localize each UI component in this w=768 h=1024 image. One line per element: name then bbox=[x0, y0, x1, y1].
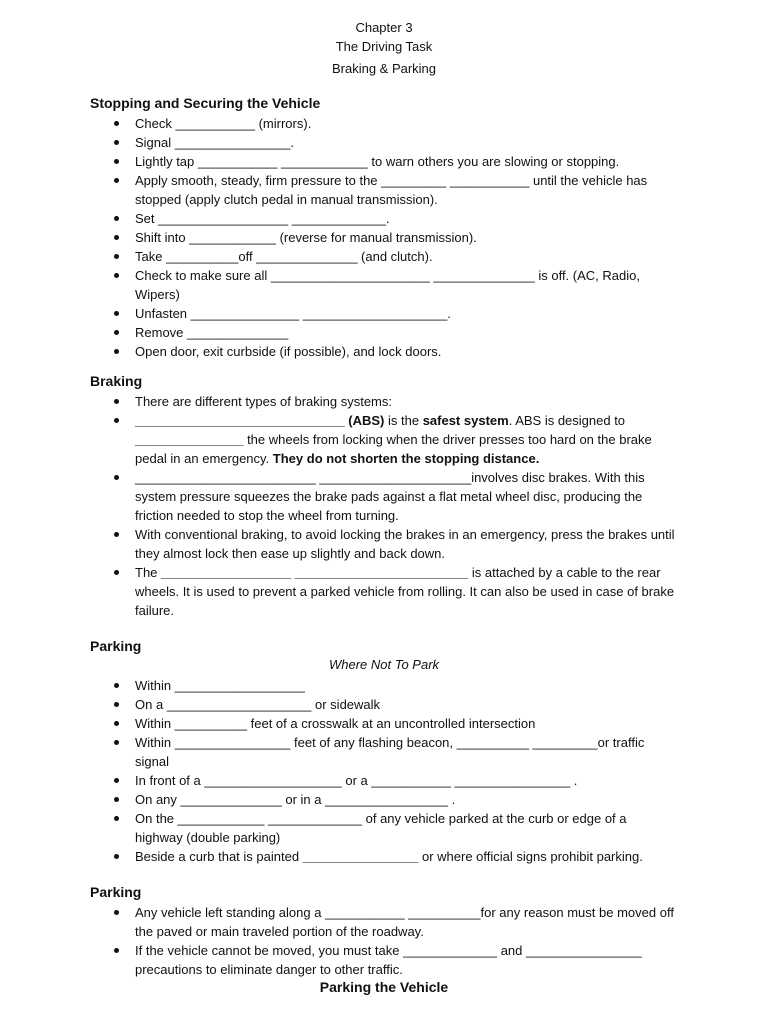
list-item: If the vehicle cannot be moved, you must take _____________ and ________________ precautions to eliminate danger to other traffic. bbox=[0, 941, 768, 979]
list-item: Take __________off ______________ (and clutch). bbox=[0, 247, 768, 266]
list-item: Check ___________ (mirrors). bbox=[0, 114, 768, 133]
abs-label: (ABS) bbox=[344, 413, 385, 428]
list-item: Any vehicle left standing along a ___________ __________for any reason must be moved off the paved or main traveled portion of the roadway. bbox=[0, 903, 768, 941]
abs-text-3: the wheels from locking when the driver presses too hard on the brake pedal in an emergency. bbox=[135, 432, 652, 466]
page-title: The Driving Task bbox=[335, 39, 433, 54]
list-item: Signal ________________. bbox=[0, 133, 768, 152]
curb-text-2: or where official signs prohibit parking. bbox=[418, 849, 643, 864]
list-item: Remove ______________ bbox=[0, 323, 768, 342]
abs-blank-2: _______________ bbox=[135, 432, 244, 447]
where-not-to-park: Where Not To Park bbox=[328, 657, 440, 672]
list-item: Unfasten _______________ ____________________. bbox=[0, 304, 768, 323]
list-item: Open door, exit curbside (if possible), and lock doors. bbox=[0, 342, 768, 361]
pb-blank: __________________ ________________________ bbox=[161, 565, 469, 580]
section-heading-parking-2: Parking bbox=[90, 884, 142, 900]
section-heading-stopping: Stopping and Securing the Vehicle bbox=[90, 95, 321, 111]
abs-bold-note: They do not shorten the stopping distance. bbox=[272, 451, 540, 466]
list-item-curb bbox=[0, 847, 768, 866]
list-item: With conventional braking, to avoid locking the brakes in an emergency, press the brakes until they almost lock then ease up slightly and back down. bbox=[0, 525, 768, 563]
pb-text-2: is attached by a cable to the rear wheels. It is used to prevent a parked vehicle from rolling. It can also be used in case of brake failure. bbox=[135, 565, 675, 618]
list-item: On a ____________________ or sidewalk bbox=[0, 695, 768, 714]
list-item: _________________________ _____________________involves disc brakes. With this system pressure squeezes the brake pads against a flat metal wheel disc, producing the friction needed to stop the wheel from turning. bbox=[0, 468, 768, 525]
list-item: Lightly tap ___________ ____________ to warn others you are slowing or stopping. bbox=[0, 152, 768, 171]
abs-text-1: is the bbox=[384, 413, 423, 428]
list-item: Check to make sure all ______________________ ______________ is off. (AC, Radio, Wipers) bbox=[0, 266, 768, 304]
list-item: Within ________________ feet of any flashing beacon, __________ _________or traffic signal bbox=[0, 733, 768, 771]
list-item: Apply smooth, steady, firm pressure to the _________ ___________ until the vehicle has stopped (apply clutch pedal in manual transmission). bbox=[0, 171, 768, 209]
curb-blank: ________________ bbox=[302, 849, 419, 864]
list-item: Shift into ____________ (reverse for manual transmission). bbox=[0, 228, 768, 247]
parking-the-vehicle-heading: Parking the Vehicle bbox=[319, 979, 449, 995]
abs-text-2: . ABS is designed to bbox=[508, 413, 626, 428]
list-item: On any ______________ or in a _________________ . bbox=[0, 790, 768, 809]
list-item: In front of a ___________________ or a ___________ ________________ . bbox=[0, 771, 768, 790]
list-item: Within __________________ bbox=[0, 676, 768, 695]
safest-system: safest system bbox=[422, 413, 509, 428]
section-heading-braking: Braking bbox=[90, 373, 143, 389]
page-subtitle: Braking & Parking bbox=[331, 61, 437, 76]
list-item: Within __________ feet of a crosswalk at an uncontrolled intersection bbox=[0, 714, 768, 733]
abs-blank: _____________________________ bbox=[135, 413, 345, 428]
chapter-label: Chapter 3 bbox=[355, 20, 413, 35]
braking-list bbox=[0, 392, 768, 620]
curb-text-1: Beside a curb that is painted bbox=[135, 849, 303, 864]
section-heading-parking: Parking bbox=[90, 638, 142, 654]
list-item: There are different types of braking systems: bbox=[0, 392, 768, 411]
stopping-list bbox=[0, 114, 768, 361]
pb-text-1: The bbox=[135, 565, 162, 580]
parking-list-2 bbox=[0, 903, 768, 979]
list-item: On the ____________ _____________ of any vehicle parked at the curb or edge of a highway (double parking) bbox=[0, 809, 768, 847]
list-item-abs bbox=[0, 411, 768, 468]
list-item-parking-brake bbox=[0, 563, 768, 620]
list-item: Set __________________ _____________. bbox=[0, 209, 768, 228]
parking-list bbox=[0, 676, 768, 866]
